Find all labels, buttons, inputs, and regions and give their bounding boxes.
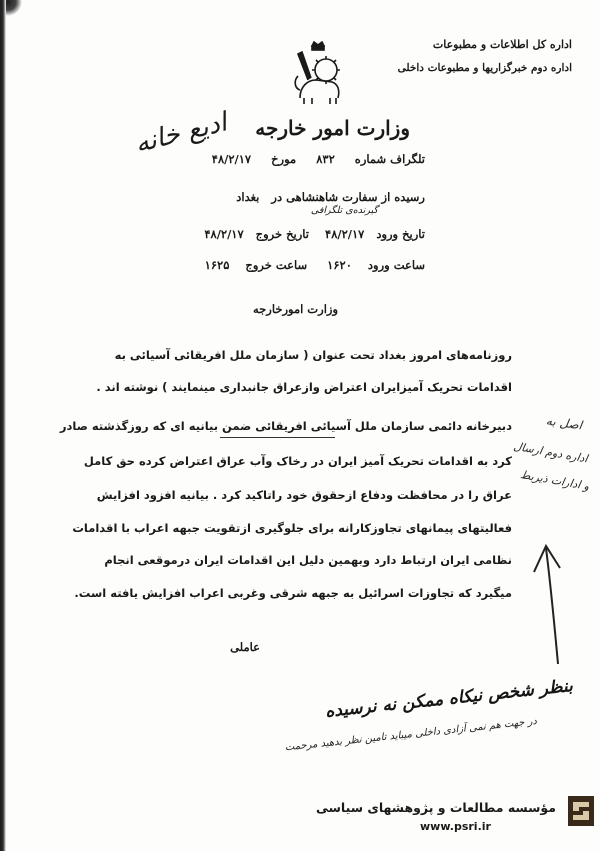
body-line-6: فعالیتهای پیمانهای تجاوزکارانه برای جلوگیری ازتقویت جبهه اعراب با اقدامات: [72, 521, 512, 535]
institute-url: www.psri.ir: [420, 820, 491, 833]
scan-edge-shadow: [0, 0, 34, 851]
margin-note-line-2: اداره دوم ارسال: [512, 439, 589, 466]
lion-and-sun-emblem-icon: [286, 40, 350, 106]
telegram-number-value: ۸۳۲: [316, 152, 335, 166]
receiver-note: گیرنده‌ی تلگرافی: [310, 205, 378, 216]
signature: عاملی: [230, 640, 260, 654]
telegram-date-value: ۴۸/۲/۱۷: [211, 152, 252, 166]
telegram-number-label: تلگراف شماره: [354, 152, 425, 166]
entry-date-value: ۴۸/۲/۱۷: [325, 227, 365, 241]
handwritten-stamp: ادیع خانه: [132, 107, 230, 160]
addressee: وزارت امورخارجه: [253, 302, 338, 316]
body-line-3: دبیرخانه دائمی سازمان ملل آسیائی افریقائی ضمن بیانیه ای که روزگذشته صادر: [59, 419, 512, 433]
exit-date-value: ۴۸/۲/۱۷: [204, 227, 244, 241]
exit-time-label: ساعت خروج: [245, 258, 308, 272]
institute-logo-icon: [568, 796, 594, 826]
body-line-2: اقدامات تحریک آمیزایران اعتراض وازعراق جانبداری مینمایند ) نوشته اند .: [96, 380, 512, 394]
entry-time-label: ساعت ورود: [367, 258, 425, 272]
body-line-4: کرد به اقدامات تحریک آمیز ایران در رخاک وآب عراق اعتراض کرده حق کامل: [83, 454, 512, 468]
entry-time-value: ۱۶۲۰: [327, 258, 352, 272]
entry-date-label: تاریخ ورود: [376, 227, 425, 241]
received-from-label: رسیده از سفارت شاهنشاهی در: [271, 190, 425, 204]
body-line-8: میگیرد که تجاوزات اسرائیل به جبهه شرقی وغربی اعراب افزایش یافته است.: [74, 586, 512, 600]
department-line-2: اداره دوم خبرگزاریها و مطبوعات داخلی: [397, 62, 572, 74]
handwritten-arrow-icon: [518, 540, 578, 670]
telegram-date-label: مورخ: [271, 152, 297, 166]
body-line-1: روزنامه‌های امروز بغداد تحت عنوان ( سازمان ملل افریقائی آسیائی به: [114, 348, 512, 362]
margin-note-line-3: و ادارات ذیربط: [519, 468, 591, 493]
exit-time-value: ۱۶۲۵: [204, 258, 230, 272]
body-underline: [220, 437, 335, 438]
department-line-1: اداره کل اطلاعات و مطبوعات: [432, 38, 572, 51]
institute-name: مؤسسه مطالعات و پژوهشهای سیاسی: [315, 800, 556, 815]
body-line-5: عراق را در محافظت ودفاع ازحقوق خود راتاکید کرد . بیانیه افزود افزایش: [96, 488, 512, 502]
bottom-note-line-2: در جهت هم نمی آزادی داخلی میباید تامین نظر بدهید مرحمت: [284, 716, 538, 754]
body-line-7: نظامی ایران ارتباط دارد وبهمین دلیل این اقدامات ایران درموقعی انجام: [104, 553, 512, 567]
bottom-note-line-1: بنظر شخص نیکاه ممکن نه نرسیده: [324, 676, 575, 722]
margin-note-line-1: اصل به: [544, 413, 583, 433]
ministry-title: وزارت امور خارجه: [255, 116, 410, 140]
received-from-city: بغداد: [236, 190, 260, 204]
exit-date-label: تاریخ خروج: [255, 227, 309, 241]
